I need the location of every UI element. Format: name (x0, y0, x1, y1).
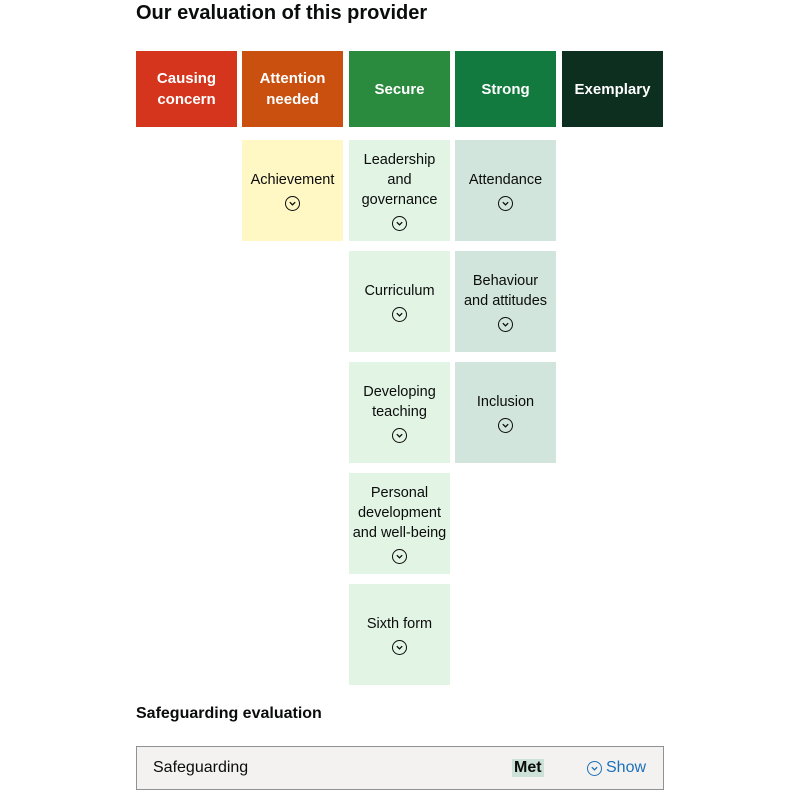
chevron-down-icon (392, 549, 407, 564)
safeguarding-row (136, 746, 664, 790)
grade-label: Causing concern (156, 70, 217, 108)
card-behaviour-and-attitudes[interactable] (455, 251, 556, 352)
grade-label: Attention needed (259, 70, 326, 108)
card-label: Leadership and governance (361, 152, 438, 208)
card-leadership-and-governance[interactable] (349, 140, 450, 241)
card-label: Developing teaching (363, 384, 436, 420)
page-title: Our evaluation of this provider (136, 2, 428, 24)
chevron-down-icon (498, 418, 513, 433)
card-personal-development[interactable] (349, 473, 450, 574)
card-label: Sixth form (366, 616, 433, 632)
chevron-down-icon (498, 196, 513, 211)
card-label: Curriculum (364, 283, 435, 299)
show-label: Show (606, 759, 647, 776)
grade-strong (455, 51, 556, 127)
card-developing-teaching[interactable] (349, 362, 450, 463)
show-button[interactable] (587, 759, 646, 777)
chevron-down-icon (392, 428, 407, 443)
grade-causing-concern (136, 51, 237, 127)
card-label: Behaviour and attitudes (463, 273, 548, 309)
chevron-down-icon (392, 307, 407, 322)
grade-exemplary (562, 51, 663, 127)
status-badge: Met (514, 759, 542, 776)
safeguarding-heading: Safeguarding evaluation (136, 705, 322, 722)
card-label: Attendance (468, 172, 543, 188)
card-achievement[interactable] (242, 140, 343, 241)
grade-label: Strong (481, 80, 530, 98)
safeguarding-label: Safeguarding (153, 759, 249, 776)
chevron-down-icon (392, 216, 407, 231)
chevron-down-icon (392, 640, 407, 655)
card-label: Achievement (250, 172, 335, 188)
grade-label: Secure (374, 80, 425, 98)
chevron-down-icon (285, 196, 300, 211)
chevron-down-icon (498, 317, 513, 332)
card-sixth-form[interactable] (349, 584, 450, 685)
card-curriculum[interactable] (349, 251, 450, 352)
grade-attention-needed (242, 51, 343, 127)
grade-secure (349, 51, 450, 127)
card-attendance[interactable] (455, 140, 556, 241)
card-inclusion[interactable] (455, 362, 556, 463)
chevron-down-icon (587, 761, 602, 776)
grade-label: Exemplary (574, 80, 651, 98)
card-label: Inclusion (476, 394, 535, 410)
card-label: Personal development and well-being (352, 485, 447, 541)
